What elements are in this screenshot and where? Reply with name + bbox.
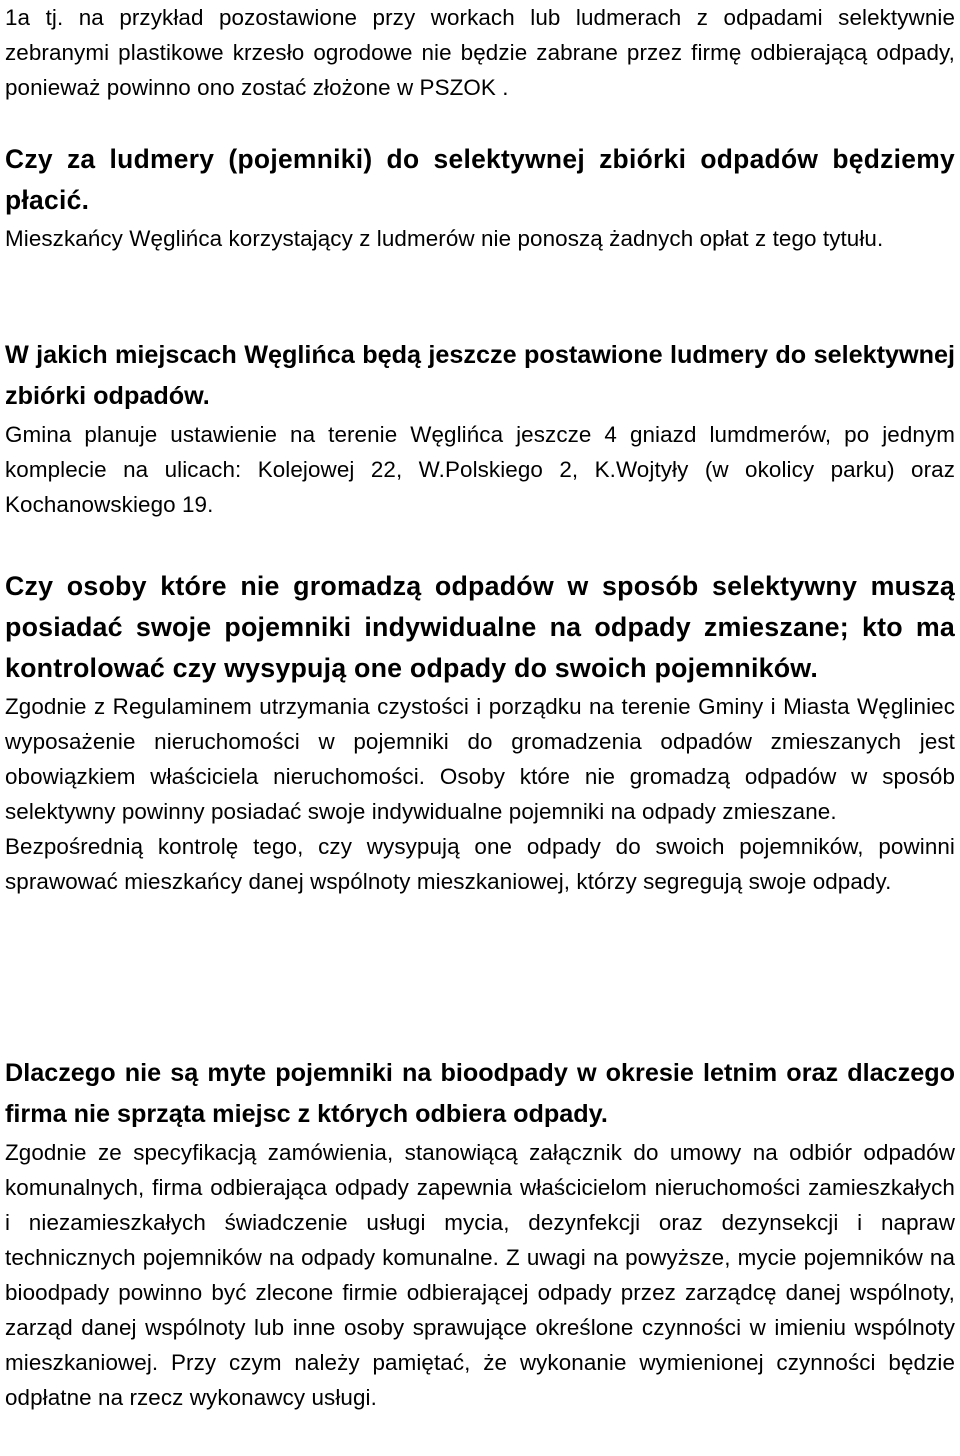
faq-section-ludmery-fees [5,139,955,256]
answer-paragraph: Bezpośrednią kontrolę tego, czy wysypują one odpady do swoich pojemników, powinni sprawować mieszkańcy danej wspólnoty mieszkaniowej, którzy segregują swoje odpady. [5,834,955,894]
question-heading: Czy za ludmery (pojemniki) do selektywnej zbiórki odpadów będziemy płacić. [5,144,955,215]
answer-paragraph: Gmina planuje ustawienie na terenie Węglińca jeszcze 4 gniazd lumdmerów, po jednym komplecie na ulicach: Kolejowej 22, W.Polskiego 2, K.Wojtyły (w okolicy parku) oraz Kochanowskiego 19. [5,422,955,517]
question-heading: Czy osoby które nie gromadzą odpadów w sposób selektywny muszą posiadać swoje pojemniki indywidualne na odpady zmieszane; kto ma kontrolować czy wysypują one odpady do swoich pojemników. [5,571,955,683]
answer-paragraph: Mieszkańcy Węglińca korzystający z ludmerów nie ponoszą żadnych opłat z tego tytułu. [5,226,884,251]
answer-paragraph: Zgodnie ze specyfikacją zamówienia, stanowiącą załącznik do umowy na odbiór odpadów komunalnych, firma odbierająca odpady zapewnia właścicielom nieruchomości zamieszkałych i niezamieszkałych świadczenie usługi mycia, dezynfekcji oraz dezynsekcji i napraw technicznych pojemników na odpady komunalne. Z uwagi na powyższe, mycie pojemników na bioodpady powinno być zlecone firmie odbierającej odpady przez zarządcę danej wspólnoty, zarząd danej wspólnoty lub inne osoby sprawujące określone czynności w imieniu wspólnoty mieszkaniowej. Przy czym należy pamiętać, że wykonanie wymienionej czynności będzie odpłatne na rzecz wykonawcy usługi. [5,1140,955,1410]
question-heading: Dlaczego nie są myte pojemniki na bioodpady w okresie letnim oraz dlaczego firma nie sprząta miejsc z których odbiera odpady. [5,1059,955,1128]
faq-section-bin-washing [5,1053,955,1415]
answer-paragraph: Zgodnie z Regulaminem utrzymania czystości i porządku na terenie Gminy i Miasta Węgliniec wyposażenie nieruchomości w pojemniki do gromadzenia odpadów zmieszanych jest obowiązkiem właściciela nieruchomości. Osoby które nie gromadzą odpadów w sposób selektywny powinny posiadać swoje indywidualne pojemniki na odpady zmieszane. [5,694,955,824]
faq-section-ludmery-locations [5,335,955,522]
intro-paragraph: 1a tj. na przykład pozostawione przy workach lub ludmerach z odpadami selektywnie zebranymi plastikowe krzesło ogrodowe nie będzie zabrane przez firmę odbierającą odpady, ponieważ powinno ono zostać złożone w PSZOK . [5,5,955,100]
faq-section-mixed-waste-containers [5,566,955,899]
question-heading: W jakich miejscach Węglińca będą jeszcze postawione ludmery do selektywnej zbiórki odpadów. [5,341,955,410]
intro-section [5,0,955,105]
